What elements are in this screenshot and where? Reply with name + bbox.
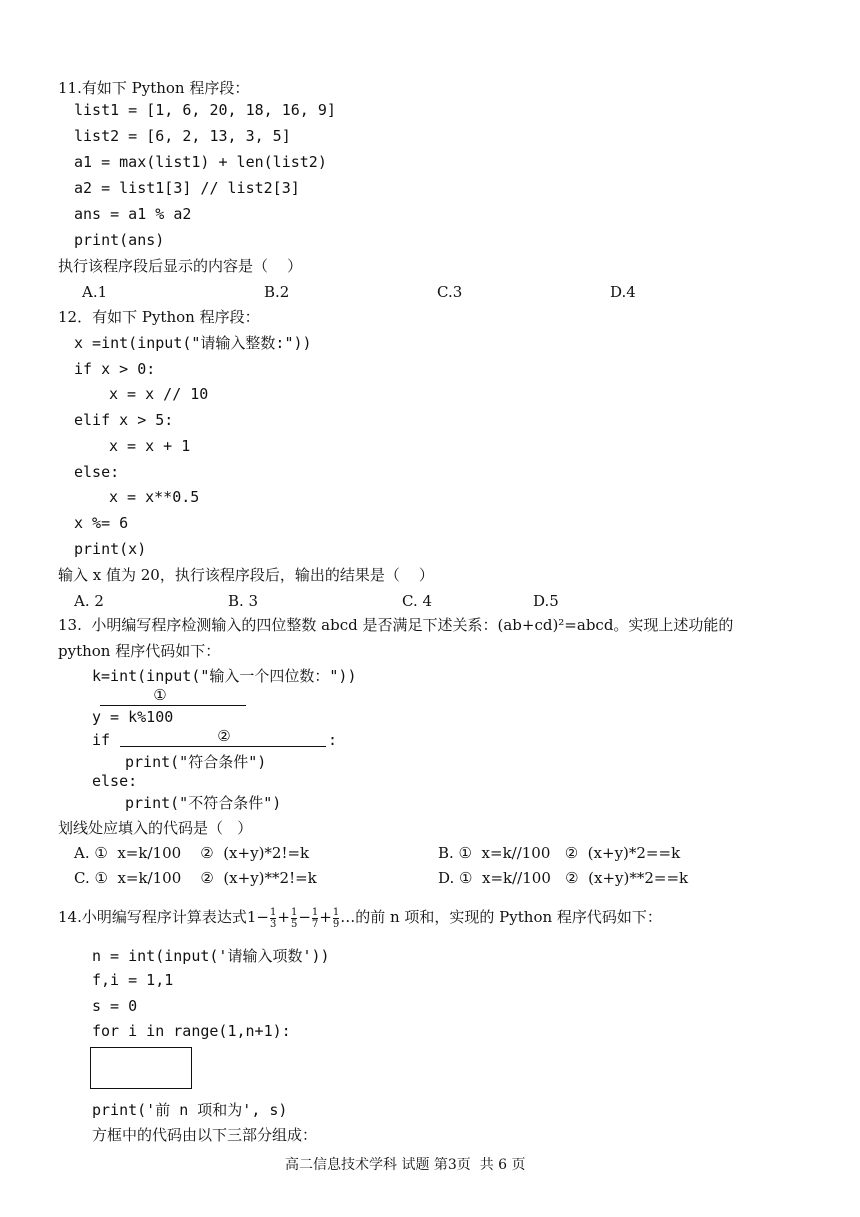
q13-code-line: print("不符合条件") [125, 794, 282, 812]
q14-expr-op: + [277, 908, 290, 926]
q14-code-line: n = int(input('请输入项数')) [92, 947, 330, 965]
q12-code-line: x = x**0.5 [109, 488, 200, 506]
q13-option-d: D. ① x=k//100 ② (x+y)**2==k [438, 869, 689, 887]
q11-code-line: print(ans) [74, 231, 165, 249]
q13-option-c: C. ① x=k/100 ② (x+y)**2!=k [74, 869, 317, 887]
q11-code-line: ans = a1 % a2 [74, 205, 192, 223]
q12-code-line: x %= 6 [74, 514, 129, 532]
q11-code-line: list1 = [1, 6, 20, 18, 16, 9] [74, 101, 336, 119]
q14-expr-fraction: $\frac{1}{5}$ [290, 906, 298, 930]
q12-option-d: D.5 [533, 592, 559, 610]
q14-code-line: print('前 n 项和为', s) [92, 1101, 288, 1119]
page-footer: 高二信息技术学科 试题 第3页 共 6 页 [285, 1157, 526, 1173]
q13-blank-1-marker: ① [153, 686, 167, 704]
q13-stem-continued: python 程序代码如下： [58, 642, 221, 660]
q14-expr-op: − [298, 908, 311, 926]
q11-option-b: B.2 [264, 283, 290, 301]
q14-stem-prefix: 14.小明编写程序计算表达式 [58, 908, 247, 926]
q13-code-line: print("符合条件") [125, 753, 267, 771]
q11-code-line: a1 = max(list1) + len(list2) [74, 153, 327, 171]
q11-question: 执行该程序段后显示的内容是（ ） [58, 257, 303, 275]
q12-code-line: elif x > 5: [74, 411, 174, 429]
q11-code-line: list2 = [6, 2, 13, 3, 5] [74, 127, 291, 145]
q14-stem-suffix: 的前 n 项和，实现的 Python 程序代码如下： [355, 908, 662, 926]
q14-expr-fraction: $\frac{1}{7}$ [311, 906, 319, 930]
q13-stem: 13. 小明编写程序检测输入的四位整数 abcd 是否满足下述关系：(ab+cd)²=abcd。实现上述功能的 [58, 616, 734, 634]
q13-blank-2-marker: ② [217, 727, 231, 745]
q14-expr-fraction: $\frac{1}{3}$ [269, 906, 277, 930]
q14-code-line: for i in range(1,n+1): [92, 1022, 291, 1040]
q14-expr-op: − [256, 908, 269, 926]
q11-option-c: C.3 [437, 283, 463, 301]
q14-note: 方框中的代码由以下三部分组成： [92, 1126, 318, 1144]
q13-blank-1-line [100, 705, 246, 706]
q14-code-box [90, 1047, 192, 1089]
q14-expr-op: + [319, 908, 332, 926]
q12-code-line: print(x) [74, 540, 147, 558]
q12-stem: 12．有如下 Python 程序段： [58, 308, 260, 326]
q11-stem: 11.有如下 Python 程序段： [58, 79, 250, 97]
q12-option-b: B. 3 [228, 592, 259, 610]
q12-question: 输入 x 值为 20，执行该程序段后，输出的结果是（ ） [58, 566, 434, 584]
q13-code-line: else: [92, 772, 138, 790]
q14-expr-ellipsis: … [340, 908, 356, 926]
q12-option-a: A. 2 [74, 592, 104, 610]
q14-expr-fraction: $\frac{1}{9}$ [332, 906, 340, 930]
q14-code-line: s = 0 [92, 997, 138, 1015]
q11-option-d: D.4 [610, 283, 636, 301]
q13-code-line: k=int(input("输入一个四位数：")) [92, 667, 357, 685]
q14-code-line: f,i = 1,1 [92, 971, 174, 989]
q13-code-line: if [92, 731, 111, 749]
q11-code-line: a2 = list1[3] // list2[3] [74, 179, 300, 197]
q14-stem [58, 904, 662, 930]
q14-expr-one: 1 [246, 908, 257, 926]
q12-code-line: x = x // 10 [109, 385, 209, 403]
q12-code-line: x = x + 1 [109, 437, 191, 455]
q13-question: 划线处应填入的代码是（ ） [58, 819, 253, 837]
q13-option-b: B. ① x=k//100 ② (x+y)*2==k [438, 844, 681, 862]
q12-code-line: else: [74, 463, 120, 481]
q13-code-line: y = k%100 [92, 708, 174, 726]
q13-option-a: A. ① x=k/100 ② (x+y)*2!=k [74, 844, 310, 862]
q11-option-a: A.1 [82, 283, 108, 301]
q13-blank-2-line [120, 746, 326, 747]
q12-option-c: C. 4 [402, 592, 433, 610]
q12-code-line: if x > 0: [74, 360, 156, 378]
q13-colon: : [328, 731, 338, 749]
q12-code-line: x =int(input("请输入整数:")) [74, 334, 312, 352]
